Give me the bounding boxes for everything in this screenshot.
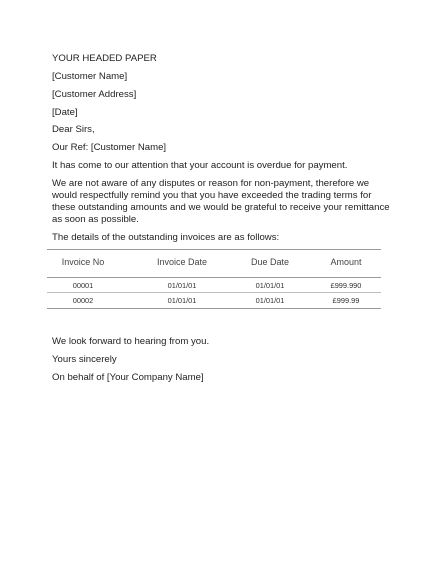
table-top-rule [47, 249, 381, 250]
letter-date: [Date] [52, 107, 78, 118]
header-invoice-date: Invoice Date [156, 257, 208, 267]
on-behalf-line: On behalf of [Your Company Name] [52, 372, 204, 383]
header-invoice-no: Invoice No [61, 257, 105, 267]
reminder-paragraph: We are not aware of any disputes or reason for non-payment, therefore we would respectfully remind you that you have exceeded the trading terms for these outstanding amounts and we would be grateful to receive your remittance as soon as possible. [52, 178, 390, 225]
header-due-date: Due Date [250, 257, 290, 267]
salutation: Dear Sirs, [52, 124, 95, 135]
row-1-due-date: 01/01/01 [255, 281, 285, 290]
row-2-invoice-date: 01/01/01 [167, 296, 197, 305]
customer-name: [Customer Name] [52, 71, 128, 82]
table-intro: The details of the outstanding invoices are as follows: [52, 232, 280, 243]
row-2-due-date: 01/01/01 [255, 296, 285, 305]
closing-line: We look forward to hearing from you. [52, 336, 210, 347]
header-amount: Amount [330, 257, 362, 267]
header-bottom-rule [47, 277, 381, 278]
row-1-invoice-no: 00001 [72, 281, 94, 290]
row-2-amount: £999.99 [332, 296, 360, 305]
row-divider [47, 292, 381, 293]
reference-line: Our Ref: [Customer Name] [52, 142, 167, 153]
letter-heading: YOUR HEADED PAPER [52, 53, 157, 64]
overdue-notice: It has come to our attention that your account is overdue for payment. [52, 160, 348, 171]
row-1-invoice-date: 01/01/01 [167, 281, 197, 290]
row-1-amount: £999.990 [330, 281, 362, 290]
sign-off: Yours sincerely [52, 354, 117, 365]
row-2-invoice-no: 00002 [72, 296, 94, 305]
table-bottom-rule [47, 308, 381, 309]
customer-address: [Customer Address] [52, 89, 137, 100]
